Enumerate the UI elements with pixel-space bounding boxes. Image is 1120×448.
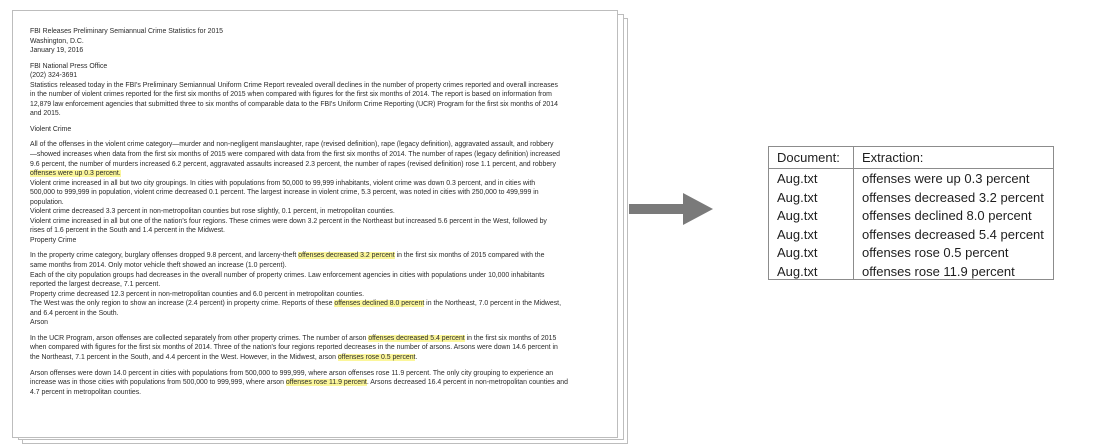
cell-extraction: offenses rose 11.9 percent	[862, 263, 1015, 279]
intro-line: and 2015.	[30, 110, 61, 118]
cell-document: Aug.txt	[777, 245, 818, 260]
property-text: in the Northeast, 7.0 percent in the Midwest,	[424, 300, 562, 308]
property-line: Each of the city population groups had decreases in the overall number of property crimes. Law enforcement agencies in cities with populations under 10,000 inhabitants	[30, 271, 545, 279]
violent-line: rises of 1.6 percent in the South and 1.4 percent in the Midwest.	[30, 227, 225, 235]
document-page	[12, 10, 618, 438]
highlight-extraction-1: offenses were up 0.3 percent.	[30, 170, 121, 178]
property-line: and 6.4 percent in the South.	[30, 309, 119, 317]
table-row	[769, 243, 1053, 262]
property-crime-heading: Property Crime	[30, 236, 77, 244]
intro-line: Statistics released today in the FBI's Preliminary Semiannual Uniform Crime Report revealed overall declines in the number of property crimes reported and overall increases	[30, 81, 558, 89]
cell-extraction: offenses rose 0.5 percent	[862, 245, 1009, 260]
violent-line: Violent crime decreased 3.3 percent in non-metropolitan counties but rose slightly, 0.1 percent, in metropolitan counties.	[30, 208, 395, 216]
highlight-extraction-6: offenses rose 11.9 percent	[285, 379, 367, 387]
doc-office: FBI National Press Office	[30, 62, 108, 70]
doc-location: Washington, D.C.	[30, 37, 84, 45]
cell-document: Aug.txt	[777, 208, 818, 223]
property-line: Property crime decreased 12.3 percent in non-metropolitan counties and 6.0 percent in metropolitan counties.	[30, 290, 365, 298]
header-document: Document:	[777, 150, 840, 165]
property-text: in the first six months of 2015 compared with the	[394, 252, 545, 260]
violent-line: 9.6 percent, the number of murders increased 6.2 percent, aggravated assaults increased 2.3 percent, the number of rapes (revised definition) rose 1.1 percent, and robbery	[30, 160, 556, 168]
arson-text: In the UCR Program, arson offenses are collected separately from other property crimes. The number of arson	[30, 334, 369, 342]
arson-text: increase was in those cities with populations from 500,000 to 999,999, where arson	[30, 379, 286, 387]
document-text	[30, 27, 624, 397]
arson-text: in the first six months of 2015	[464, 334, 557, 342]
property-text: The West was the only region to show an increase (2.4 percent) in property crime. Reports of these	[30, 300, 335, 308]
arson-line-highlighted	[30, 378, 624, 388]
cell-extraction: offenses decreased 5.4 percent	[862, 226, 1044, 242]
property-line-highlighted	[30, 251, 624, 261]
right-arrow-icon	[629, 193, 713, 225]
arson-text: .	[415, 353, 418, 361]
arrow-shaft	[629, 204, 685, 214]
cell-document: Aug.txt	[777, 263, 818, 279]
violent-line: All of the offenses in the violent crime category—murder and non-negligent manslaughter, rape (revised definition), rape (legacy definition), aggravated assault, and robbery	[30, 141, 554, 149]
arson-text: . Arsons decreased 16.4 percent in non-metropolitan counties and	[366, 379, 568, 387]
intro-line: in the number of violent crimes reported for the first six months of 2015 when compared with figures for the first six months of 2014. The report is based on information from	[30, 91, 552, 99]
highlight-extraction-5: offenses rose 0.5 percent	[337, 353, 416, 361]
cell-extraction: offenses were up 0.3 percent	[862, 171, 1030, 186]
intro-line: 12,879 law enforcement agencies that submitted three to six months of comparable data to the FBI's Uniform Crime Reporting (UCR) Program for the first six months of 2014	[30, 100, 558, 108]
table-body	[769, 169, 1053, 280]
arson-text: the Northeast, 7.1 percent in the South, and 4.4 percent in the West. However, in the Midwest, arson	[30, 353, 338, 361]
doc-date: January 19, 2016	[30, 47, 84, 55]
cell-document: Aug.txt	[777, 189, 818, 205]
cell-extraction: offenses declined 8.0 percent	[862, 208, 1032, 223]
cell-document: Aug.txt	[777, 226, 818, 242]
highlight-extraction-4: offenses decreased 5.4 percent	[368, 334, 465, 342]
header-extraction: Extraction:	[862, 150, 924, 165]
violent-line: Violent crime increased in all but two city groupings. In cities with populations from 50,000 to 99,999 inhabitants, violent crime was down 0.3 percent, and in cities with	[30, 179, 536, 187]
violent-line: Violent crime increased in all but one of the nation's four regions. These crimes were down 3.2 percent in the Northeast but increased 5.6 percent in the West, followed by	[30, 217, 547, 225]
violent-line: 500,000 to 999,999 in population, violent crime decreased 0.1 percent. The largest increase in violent crime, 5.3 percent, was noted in cities with 250,000 to 499,999 in	[30, 189, 539, 197]
violent-line: population.	[30, 198, 64, 206]
highlight-extraction-2: offenses decreased 3.2 percent	[298, 252, 395, 260]
highlight-extraction-3: offenses declined 8.0 percent	[334, 300, 425, 308]
arson-line-highlighted	[30, 353, 624, 363]
violent-line: —showed increases when data from the first six months of 2015 were compared with data from the first six months of 2014. The number of rapes (legacy definition) increased	[30, 151, 560, 159]
table-row	[769, 225, 1053, 244]
cell-extraction: offenses decreased 3.2 percent	[862, 189, 1044, 205]
arson-line-highlighted	[30, 334, 624, 344]
table-row	[769, 262, 1053, 281]
cell-document: Aug.txt	[777, 171, 818, 186]
table-row	[769, 206, 1053, 225]
property-text: In the property crime category, burglary offenses dropped 9.8 percent, and larceny-theft	[30, 252, 299, 260]
extraction-table	[768, 146, 1054, 280]
arson-line: when compared with figures for the first six months of 2014. Three of the nation's four regions reported decreases in the number of arsons. Arsons were down 14.6 percent in	[30, 344, 558, 352]
table-row	[769, 169, 1053, 188]
arson-line: Arson offenses were down 14.0 percent in cities with populations from 500,000 to 999,999, where arson offenses rose 11.9 percent. The only city grouping to experience an	[30, 369, 554, 377]
table-row	[769, 188, 1053, 207]
violent-line-highlighted	[30, 169, 624, 179]
arson-line: 4.7 percent in metropolitan counties.	[30, 388, 142, 396]
property-line-highlighted	[30, 299, 624, 309]
violent-crime-heading: Violent Crime	[30, 125, 72, 133]
doc-title: FBI Releases Preliminary Semiannual Crime Statistics for 2015	[30, 28, 224, 35]
property-line: reported the largest decrease, 7.1 percent.	[30, 281, 161, 289]
arson-heading: Arson	[30, 319, 49, 327]
doc-phone: (202) 324-3691	[30, 72, 78, 80]
arrow-head	[683, 193, 713, 225]
property-line: same months from 2014. Only motor vehicle theft showed an increase (1.0 percent).	[30, 262, 287, 270]
